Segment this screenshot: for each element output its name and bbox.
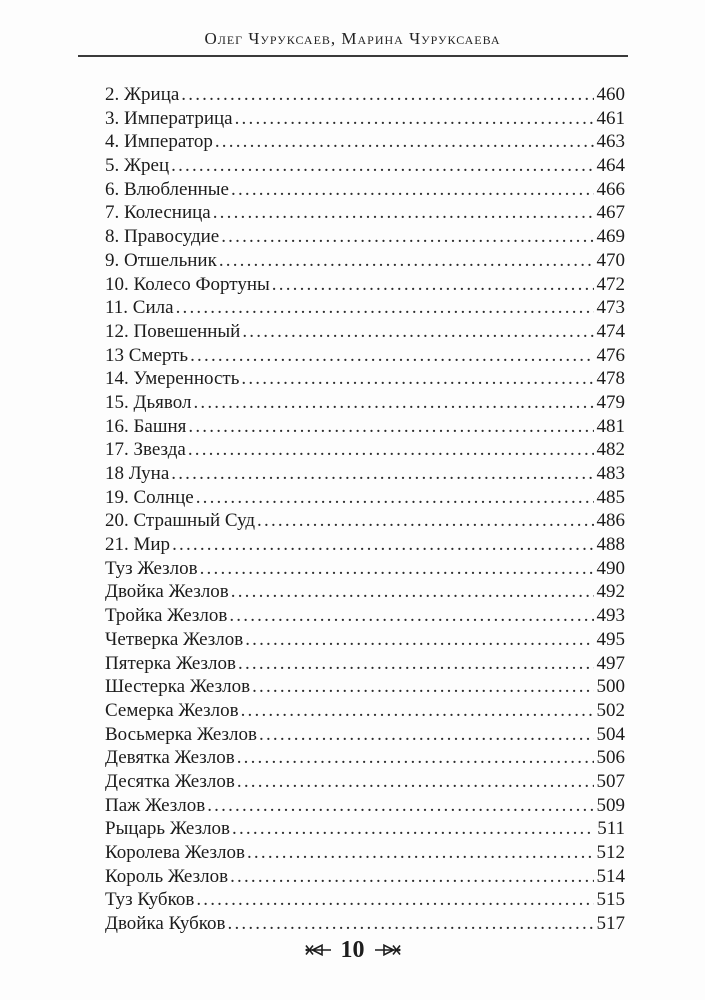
toc-entry-page: 512	[596, 842, 625, 863]
toc-entry	[105, 865, 625, 889]
toc-entry	[105, 794, 625, 818]
toc-entry	[105, 391, 625, 415]
toc-entry-page: 469	[596, 226, 625, 248]
toc-entry-page: 479	[596, 391, 625, 413]
toc-entry-page: 502	[596, 699, 625, 721]
toc-entry	[105, 628, 625, 652]
dot-leader	[188, 415, 593, 439]
toc-entry	[105, 604, 625, 628]
toc-list	[105, 83, 625, 936]
page-folio	[0, 938, 705, 962]
toc-entry	[105, 841, 625, 865]
dot-leader	[237, 770, 594, 794]
toc-entry-page: 486	[596, 510, 625, 532]
dot-leader	[257, 509, 593, 533]
dot-leader	[190, 344, 593, 368]
toc-entry-page: 507	[596, 770, 625, 792]
toc-entry-page: 497	[596, 652, 625, 674]
dot-leader	[181, 83, 593, 107]
header-rule	[78, 55, 628, 57]
toc-entry-label: Двойка Жезлов	[105, 581, 229, 603]
dot-leader	[231, 178, 594, 202]
toc-entry	[105, 296, 625, 320]
dot-leader	[245, 628, 593, 652]
toc-entry-label: Рыцарь Жезлов	[105, 818, 231, 840]
toc-entry	[105, 723, 625, 747]
toc-entry-page: 478	[596, 368, 625, 390]
dot-leader	[238, 652, 593, 676]
toc-entry-label: Двойка Кубков	[105, 913, 226, 935]
toc-entry	[105, 130, 625, 154]
toc-entry-label: Тройка Жезлов	[105, 605, 228, 627]
toc-entry-label: Шестерка Жезлов	[105, 676, 251, 698]
toc-entry	[105, 201, 625, 225]
toc-entry-label: 13 Смерть	[105, 344, 189, 366]
toc-entry-page: 472	[596, 273, 625, 295]
toc-entry	[105, 83, 625, 107]
toc-entry-page: 467	[596, 202, 625, 224]
toc-entry-label: 21. Мир	[105, 534, 171, 556]
dot-leader	[228, 912, 594, 936]
dot-leader	[232, 817, 594, 841]
toc-entry-page: 490	[596, 557, 625, 579]
toc-entry-page: 492	[596, 581, 625, 603]
toc-entry	[105, 557, 625, 581]
toc-entry-page: 500	[596, 676, 625, 698]
dot-leader	[235, 107, 594, 131]
toc-entry-label: Восьмерка Жезлов	[105, 723, 258, 745]
toc-entry-label: 10. Колесо Фортуны	[105, 273, 270, 295]
toc-entry-page: 460	[596, 84, 625, 105]
toc-entry	[105, 509, 625, 533]
toc-entry	[105, 888, 625, 912]
toc-entry-label: Семерка Жезлов	[105, 699, 239, 721]
dot-leader	[171, 462, 593, 486]
toc-entry	[105, 699, 625, 723]
toc-entry-page: 482	[596, 439, 625, 461]
toc-entry-page: 504	[596, 723, 625, 745]
toc-entry-label: 11. Сила	[105, 297, 174, 319]
toc-entry-label: 9. Отшельник	[105, 249, 217, 271]
toc-entry-label: 18 Луна	[105, 463, 170, 484]
toc-entry-label: 3. Императрица	[105, 107, 233, 129]
toc-entry	[105, 438, 625, 462]
dot-leader	[259, 723, 593, 747]
toc-entry-label: 7. Колесница	[105, 202, 211, 224]
toc-entry	[105, 912, 625, 936]
toc-entry-label: Туз Кубков	[105, 889, 195, 911]
toc-entry-page: 464	[596, 155, 625, 177]
toc-entry-label: 5. Жрец	[105, 155, 170, 177]
toc-entry-label: Паж Жезлов	[105, 794, 206, 816]
toc-entry	[105, 178, 625, 202]
toc-entry	[105, 367, 625, 391]
toc-entry	[105, 675, 625, 699]
toc-entry	[105, 462, 625, 486]
toc-entry-page: 493	[596, 605, 625, 627]
toc-entry-label: 8. Правосудие	[105, 226, 220, 248]
toc-entry	[105, 273, 625, 297]
toc-entry-label: Король Жезлов	[105, 865, 229, 887]
dot-leader	[196, 888, 593, 912]
toc-entry-page: 515	[596, 889, 625, 911]
toc-entry	[105, 486, 625, 510]
toc-entry-label: Королева Жезлов	[105, 842, 245, 863]
dot-leader	[241, 699, 594, 723]
toc-entry-page: 481	[596, 415, 625, 437]
toc-entry-page: 476	[596, 344, 625, 366]
toc-entry-page: 483	[596, 463, 625, 484]
toc-entry	[105, 533, 625, 557]
toc-entry-label: Туз Жезлов	[105, 557, 198, 579]
toc-entry-label: 19. Солнце	[105, 486, 194, 508]
dot-leader	[213, 201, 594, 225]
toc-entry-page: 466	[596, 178, 625, 200]
toc-entry-page: 506	[596, 747, 625, 769]
toc-entry	[105, 746, 625, 770]
toc-entry	[105, 580, 625, 604]
toc-entry	[105, 107, 625, 131]
toc-entry	[105, 225, 625, 249]
toc-entry-label: 6. Влюбленные	[105, 178, 229, 200]
toc-entry-page: 517	[596, 913, 625, 935]
toc-entry-page: 461	[596, 107, 625, 129]
toc-entry-label: 16. Башня	[105, 415, 187, 437]
toc-entry-label: Пятерка Жезлов	[105, 652, 237, 674]
dot-leader	[247, 841, 594, 865]
dot-leader	[215, 130, 594, 154]
toc-entry-page: 511	[597, 818, 625, 840]
toc-entry	[105, 154, 625, 178]
toc-entry-page: 495	[596, 628, 625, 650]
dot-leader	[229, 604, 593, 628]
toc-entry-label: 17. Звезда	[105, 439, 186, 461]
toc-entry-page: 509	[596, 794, 625, 816]
toc-entry-page: 514	[596, 865, 625, 887]
running-head-authors: Олег Чуруксаев, Марина Чуруксаева	[204, 29, 501, 48]
toc-entry-page: 473	[596, 297, 625, 319]
dot-leader	[242, 320, 593, 344]
toc-entry-label: Десятка Жезлов	[105, 770, 235, 792]
footer-page-number: 10	[340, 937, 365, 963]
toc-entry	[105, 344, 625, 368]
toc-entry	[105, 652, 625, 676]
dot-leader	[171, 154, 593, 178]
toc-entry-page: 488	[596, 534, 625, 556]
dot-leader	[219, 249, 594, 273]
toc-entry	[105, 415, 625, 439]
dot-leader	[252, 675, 593, 699]
dot-leader	[207, 794, 593, 818]
dot-leader	[221, 225, 593, 249]
dot-leader	[172, 533, 593, 557]
toc-entry	[105, 249, 625, 273]
toc-entry	[105, 770, 625, 794]
toc-entry-page: 474	[596, 320, 625, 342]
toc-entry-page: 470	[596, 249, 625, 271]
toc-entry-label: Четверка Жезлов	[105, 628, 244, 650]
dot-leader	[230, 865, 593, 889]
toc-entry-label: 12. Повешенный	[105, 320, 241, 342]
dot-leader	[200, 557, 594, 581]
dot-leader	[196, 486, 594, 510]
dot-leader	[188, 438, 594, 462]
dot-leader	[237, 746, 594, 770]
toc-entry-label: 4. Император	[105, 131, 213, 153]
toc-entry-label: 14. Умеренность	[105, 368, 240, 390]
toc-entry-page: 463	[596, 131, 625, 153]
toc-entry-label: 20. Страшный Суд	[105, 510, 256, 532]
dot-leader	[176, 296, 594, 320]
toc-entry	[105, 817, 625, 841]
dot-leader	[272, 273, 594, 297]
toc-entry-page: 485	[596, 486, 625, 508]
dot-leader	[193, 391, 593, 415]
dot-leader	[231, 580, 594, 604]
dot-leader	[241, 367, 593, 391]
arrow-right-ornament-icon	[374, 942, 401, 958]
toc-entry-label: 15. Дьявол	[105, 391, 192, 413]
toc-entry-label: 2. Жрица	[105, 84, 180, 105]
toc-entry-label: Девятка Жезлов	[105, 747, 235, 769]
arrow-left-ornament-icon	[305, 942, 332, 958]
toc-entry	[105, 320, 625, 344]
